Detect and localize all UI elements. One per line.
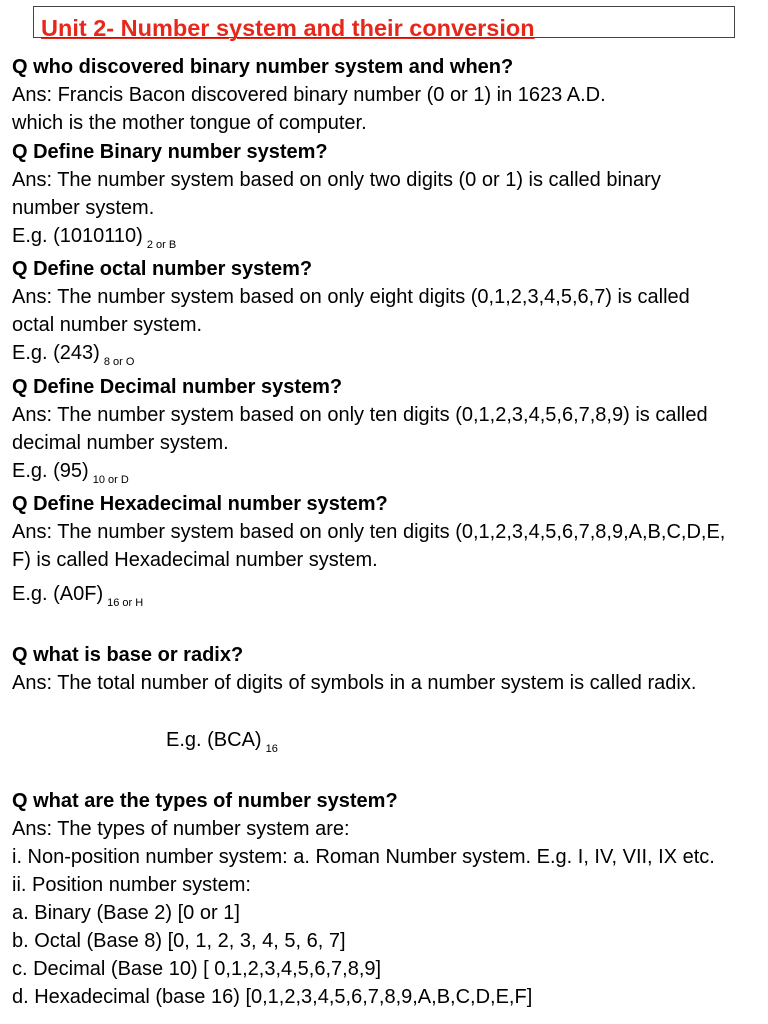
question-types: Q what are the types of number system?: [12, 790, 398, 812]
question-radix: Q what is base or radix?: [12, 644, 244, 666]
example-decimal: [12, 460, 129, 486]
answer-line: octal number system.: [12, 314, 203, 336]
question-octal: Q Define octal number system?: [12, 258, 313, 280]
example-binary: [12, 225, 177, 251]
list-item: c. Decimal (Base 10) [ 0,1,2,3,4,5,6,7,8,9]: [12, 958, 382, 980]
example-radix: [166, 729, 278, 755]
answer-line: Ans: The number system based on only eight digits (0,1,2,3,4,5,6,7) is called: [12, 286, 690, 308]
answer-line: decimal number system.: [12, 432, 229, 454]
example-hexadecimal: [12, 583, 144, 609]
answer-line: Ans: The number system based on only ten digits (0,1,2,3,4,5,6,7,8,9) is called: [12, 404, 708, 426]
answer-line: Ans: The number system based on only ten digits (0,1,2,3,4,5,6,7,8,9,A,B,C,D,E,: [12, 521, 726, 543]
example-text: E.g. (95): [12, 460, 89, 482]
example-octal: [12, 342, 135, 368]
list-item: a. Binary (Base 2) [0 or 1]: [12, 902, 240, 924]
example-subscript: 16 or H: [107, 597, 144, 609]
answer-line: F) is called Hexadecimal number system.: [12, 549, 378, 571]
example-text: E.g. (243): [12, 342, 100, 364]
example-subscript: 10 or D: [92, 474, 129, 486]
example-subscript: 2 or B: [146, 239, 177, 251]
answer-line: Ans: The total number of digits of symbols in a number system is called radix.: [12, 672, 697, 694]
list-item: ii. Position number system:: [12, 874, 251, 896]
question-decimal: Q Define Decimal number system?: [12, 376, 343, 398]
list-item: b. Octal (Base 8) [0, 1, 2, 3, 4, 5, 6, 7]: [12, 930, 346, 952]
example-subscript: 16: [265, 743, 278, 755]
answer-line: which is the mother tongue of computer.: [12, 112, 367, 134]
example-text: E.g. (A0F): [12, 583, 104, 605]
question-hexadecimal: Q Define Hexadecimal number system?: [12, 493, 388, 515]
example-text: E.g. (BCA): [166, 729, 262, 751]
list-item: i. Non-position number system: a. Roman Number system. E.g. I, IV, VII, IX etc.: [12, 846, 715, 868]
question-discovery: Q who discovered binary number system and when?: [12, 56, 514, 78]
answer-line: Ans: Francis Bacon discovered binary number (0 or 1) in 1623 A.D.: [12, 84, 606, 106]
example-text: E.g. (1010110): [12, 225, 143, 247]
page-title: Unit 2- Number system and their conversion: [41, 15, 535, 41]
answer-line: Ans: The types of number system are:: [12, 818, 350, 840]
title-box: [33, 6, 735, 41]
answer-line: Ans: The number system based on only two digits (0 or 1) is called binary: [12, 169, 661, 191]
example-subscript: 8 or O: [103, 356, 135, 368]
question-binary: Q Define Binary number system?: [12, 141, 328, 163]
answer-line: number system.: [12, 197, 155, 219]
list-item: d. Hexadecimal (base 16) [0,1,2,3,4,5,6,7,8,9,A,B,C,D,E,F]: [12, 986, 533, 1008]
